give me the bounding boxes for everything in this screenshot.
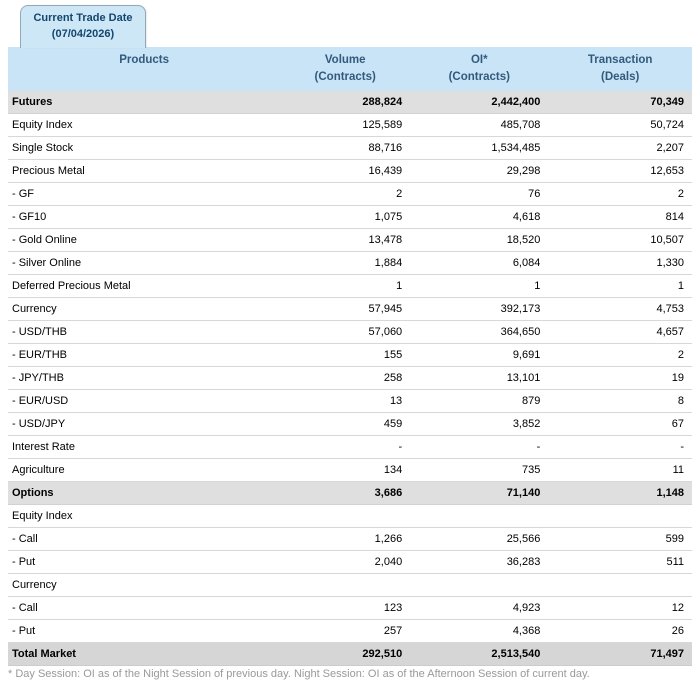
- table-row: [8, 183, 692, 206]
- oi-cell: 735: [410, 459, 548, 482]
- oi-cell: 13,101: [410, 367, 548, 390]
- product-cell: - GF10: [8, 206, 280, 229]
- volume-cell: 292,510: [280, 643, 410, 666]
- oi-cell: 1,534,485: [410, 137, 548, 160]
- oi-cell: 485,708: [410, 114, 548, 137]
- oi-cell: 4,618: [410, 206, 548, 229]
- deals-cell: 4,657: [548, 321, 692, 344]
- deals-cell: 1,148: [548, 482, 692, 505]
- product-cell: Single Stock: [8, 137, 280, 160]
- deals-cell: 26: [548, 620, 692, 643]
- product-cell: - Gold Online: [8, 229, 280, 252]
- header-row: [8, 47, 692, 91]
- table-row: [8, 137, 692, 160]
- volume-cell: 1,884: [280, 252, 410, 275]
- product-cell: - EUR/THB: [8, 344, 280, 367]
- oi-cell: 4,923: [410, 597, 548, 620]
- volume-cell: 155: [280, 344, 410, 367]
- table-body: [8, 91, 692, 666]
- deals-cell: 11: [548, 459, 692, 482]
- volume-cell: [280, 505, 410, 528]
- volume-cell: 134: [280, 459, 410, 482]
- oi-cell: 364,650: [410, 321, 548, 344]
- volume-cell: 125,589: [280, 114, 410, 137]
- deals-cell: [548, 505, 692, 528]
- deals-cell: 12: [548, 597, 692, 620]
- deals-cell: -: [548, 436, 692, 459]
- oi-cell: 2,513,540: [410, 643, 548, 666]
- product-cell: - JPY/THB: [8, 367, 280, 390]
- oi-cell: -: [410, 436, 548, 459]
- table-row: [8, 160, 692, 183]
- deals-cell: 19: [548, 367, 692, 390]
- product-cell: - USD/THB: [8, 321, 280, 344]
- volume-cell: 288,824: [280, 91, 410, 114]
- oi-cell: 4,368: [410, 620, 548, 643]
- footnote: * Day Session: OI as of the Night Session of previous day. Night Session: OI as of the Afternoon Session of current day.: [8, 668, 590, 680]
- volume-cell: [280, 574, 410, 597]
- deals-cell: 67: [548, 413, 692, 436]
- header-sublabel: (Contracts): [314, 71, 376, 83]
- header-label: Volume: [324, 54, 366, 66]
- product-cell: Interest Rate: [8, 436, 280, 459]
- deals-cell: 814: [548, 206, 692, 229]
- table-row: [8, 252, 692, 275]
- product-cell: Equity Index: [8, 505, 280, 528]
- column-header-oi: [410, 47, 548, 91]
- product-cell: - GF: [8, 183, 280, 206]
- deals-cell: 1: [548, 275, 692, 298]
- oi-cell: 76: [410, 183, 548, 206]
- deals-cell: 599: [548, 528, 692, 551]
- table-row: [8, 206, 692, 229]
- deals-cell: 1,330: [548, 252, 692, 275]
- product-cell: Total Market: [8, 643, 280, 666]
- volume-cell: 88,716: [280, 137, 410, 160]
- deals-cell: [548, 574, 692, 597]
- table-row: [8, 459, 692, 482]
- header-label: Transaction: [587, 54, 653, 66]
- header-sublabel: [10, 69, 278, 86]
- product-cell: Options: [8, 482, 280, 505]
- product-cell: Agriculture: [8, 459, 280, 482]
- product-cell: - EUR/USD: [8, 390, 280, 413]
- table-row: [8, 229, 692, 252]
- oi-cell: 1: [410, 275, 548, 298]
- tab-label-line2: (07/04/2026): [51, 28, 115, 40]
- market-summary-table-wrap: [8, 47, 692, 666]
- volume-cell: 2,040: [280, 551, 410, 574]
- product-cell: - Put: [8, 551, 280, 574]
- oi-cell: 879: [410, 390, 548, 413]
- oi-cell: [410, 574, 548, 597]
- deals-cell: 10,507: [548, 229, 692, 252]
- market-summary-table: [8, 47, 692, 666]
- tab-label-line1: Current Trade Date: [33, 12, 133, 24]
- oi-cell: 36,283: [410, 551, 548, 574]
- oi-cell: 2,442,400: [410, 91, 548, 114]
- table-row: [8, 436, 692, 459]
- oi-cell: 392,173: [410, 298, 548, 321]
- oi-cell: 29,298: [410, 160, 548, 183]
- volume-cell: 57,945: [280, 298, 410, 321]
- product-cell: Currency: [8, 298, 280, 321]
- header-sublabel: (Contracts): [448, 71, 510, 83]
- table-row: [8, 91, 692, 114]
- oi-cell: 6,084: [410, 252, 548, 275]
- deals-cell: 2,207: [548, 137, 692, 160]
- header-label: Products: [119, 54, 170, 66]
- column-header-transaction: [548, 47, 692, 91]
- deals-cell: 511: [548, 551, 692, 574]
- table-row: [8, 551, 692, 574]
- product-cell: Currency: [8, 574, 280, 597]
- table-row: [8, 574, 692, 597]
- product-cell: Precious Metal: [8, 160, 280, 183]
- table-row: [8, 528, 692, 551]
- volume-cell: 57,060: [280, 321, 410, 344]
- current-trade-date-tab[interactable]: [20, 5, 146, 48]
- table-row: [8, 620, 692, 643]
- deals-cell: 2: [548, 183, 692, 206]
- header-label: OI*: [470, 54, 488, 66]
- table-row: [8, 643, 692, 666]
- product-cell: - Call: [8, 528, 280, 551]
- table-row: [8, 114, 692, 137]
- product-cell: Equity Index: [8, 114, 280, 137]
- table-row: [8, 321, 692, 344]
- volume-cell: 13,478: [280, 229, 410, 252]
- oi-cell: 3,852: [410, 413, 548, 436]
- table-row: [8, 344, 692, 367]
- table-row: [8, 390, 692, 413]
- table-row: [8, 275, 692, 298]
- header-sublabel: (Deals): [600, 71, 640, 83]
- volume-cell: 13: [280, 390, 410, 413]
- volume-cell: 1,075: [280, 206, 410, 229]
- column-header-products: [8, 47, 280, 91]
- product-cell: Futures: [8, 91, 280, 114]
- deals-cell: 70,349: [548, 91, 692, 114]
- volume-cell: 16,439: [280, 160, 410, 183]
- product-cell: - Call: [8, 597, 280, 620]
- product-cell: Deferred Precious Metal: [8, 275, 280, 298]
- volume-cell: 258: [280, 367, 410, 390]
- table-row: [8, 597, 692, 620]
- volume-cell: 257: [280, 620, 410, 643]
- table-row: [8, 298, 692, 321]
- column-header-volume: [280, 47, 410, 91]
- deals-cell: 50,724: [548, 114, 692, 137]
- product-cell: - Silver Online: [8, 252, 280, 275]
- product-cell: - Put: [8, 620, 280, 643]
- volume-cell: 1,266: [280, 528, 410, 551]
- oi-cell: 9,691: [410, 344, 548, 367]
- volume-cell: 3,686: [280, 482, 410, 505]
- volume-cell: -: [280, 436, 410, 459]
- deals-cell: 4,753: [548, 298, 692, 321]
- product-cell: - USD/JPY: [8, 413, 280, 436]
- oi-cell: 25,566: [410, 528, 548, 551]
- volume-cell: 1: [280, 275, 410, 298]
- table-row: [8, 367, 692, 390]
- volume-cell: 459: [280, 413, 410, 436]
- deals-cell: 8: [548, 390, 692, 413]
- volume-cell: 123: [280, 597, 410, 620]
- table-row: [8, 413, 692, 436]
- deals-cell: 71,497: [548, 643, 692, 666]
- table-row: [8, 505, 692, 528]
- deals-cell: 2: [548, 344, 692, 367]
- oi-cell: 71,140: [410, 482, 548, 505]
- table-row: [8, 482, 692, 505]
- oi-cell: 18,520: [410, 229, 548, 252]
- oi-cell: [410, 505, 548, 528]
- deals-cell: 12,653: [548, 160, 692, 183]
- volume-cell: 2: [280, 183, 410, 206]
